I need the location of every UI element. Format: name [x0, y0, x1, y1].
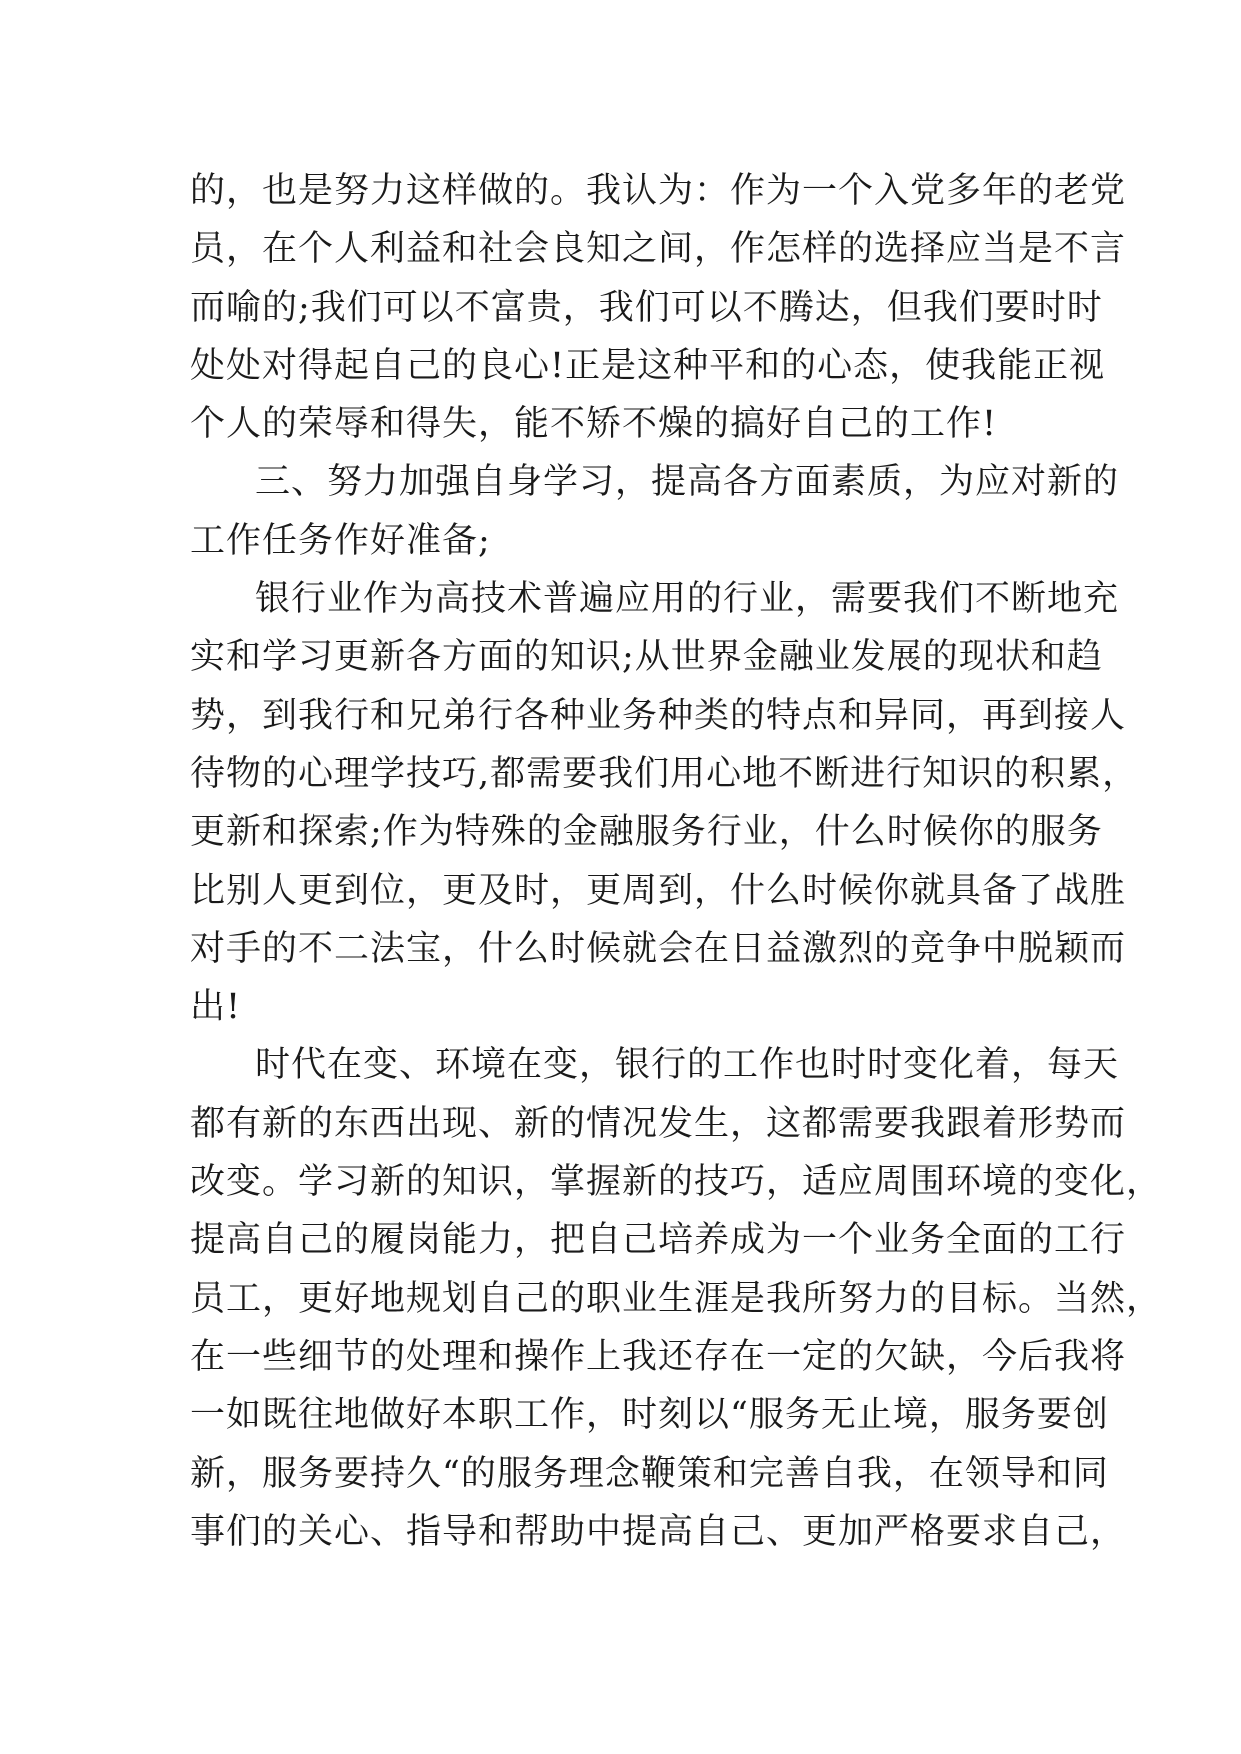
text-line: 时代在变、环境在变，银行的工作也时时变化着，每天 [255, 1045, 1120, 1086]
text-line: 个人的荣辱和得失，能不矫不燥的搞好自己的工作! [190, 404, 998, 445]
text-line: 出! [190, 987, 242, 1028]
text-line: 工作任务作好准备; [190, 520, 491, 561]
text-line: 改变。学习新的知识，掌握新的技巧，适应周围环境的变化， [190, 1162, 1163, 1203]
text-line: 的，也是努力这样做的。我认为：作为一个入党多年的老党 [190, 171, 1127, 211]
text-line: 处处对得起自己的良心!正是这种平和的心态，使我能正视 [190, 345, 1106, 386]
text-line: 待物的心理学技巧,都需要我们用心地不断进行知识的积累， [190, 753, 1139, 794]
text-line: 员，在个人利益和社会良知之间，作怎样的选择应当是不言 [190, 229, 1127, 270]
text-line: 员工，更好地规划自己的职业生涯是我所努力的目标。当然， [190, 1278, 1163, 1319]
document-body [190, 162, 1163, 1561]
text-line: 对手的不二法宝，什么时候就会在日益激烈的竞争中脱颖而 [190, 928, 1127, 969]
text-line: 提高自己的履岗能力，把自己培养成为一个业务全面的工行 [190, 1220, 1127, 1261]
text-line: 势，到我行和兄弟行各种业务种类的特点和异同，再到接人 [190, 695, 1127, 736]
text-line: 在一些细节的处理和操作上我还存在一定的欠缺，今后我将 [190, 1336, 1127, 1377]
text-line: 都有新的东西出现、新的情况发生，这都需要我跟着形势而 [190, 1103, 1127, 1144]
text-line: 新，服务要持久“的服务理念鞭策和完善自我，在领导和同 [190, 1453, 1109, 1494]
text-line: 实和学习更新各方面的知识;从世界金融业发展的现状和趋 [190, 637, 1103, 678]
text-line: 三、努力加强自身学习，提高各方面素质，为应对新的 [255, 462, 1120, 503]
text-line: 银行业作为高技术普遍应用的行业，需要我们不断地充 [255, 579, 1120, 620]
text-line: 更新和探索;作为特殊的金融服务行业，什么时候你的服务 [190, 812, 1103, 853]
text-line: 一如既往地做好本职工作，时刻以“服务无止境，服务要创 [190, 1395, 1109, 1436]
text-line: 而喻的;我们可以不富贵，我们可以不腾达，但我们要时时 [190, 287, 1103, 328]
text-line: 事们的关心、指导和帮助中提高自己、更加严格要求自己， [190, 1511, 1127, 1552]
text-line: 比别人更到位，更及时，更周到，什么时候你就具备了战胜 [190, 870, 1127, 911]
